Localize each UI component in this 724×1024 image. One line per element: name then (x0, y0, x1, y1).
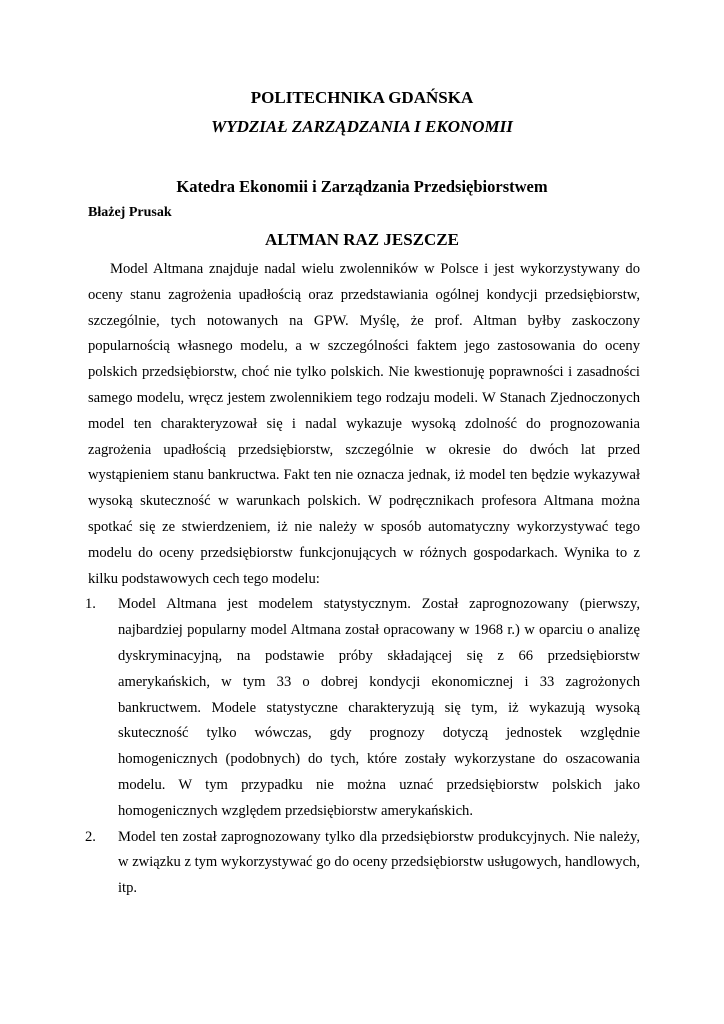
list-item-text: Model ten został zaprognozowany tylko dla przedsiębiorstw produkcyjnych. Nie należy, w związku z tym wykorzystywać go do oceny przedsiębiorstw usługowych, handlowych, itp. (118, 828, 641, 897)
author-name: Błażej Prusak (88, 205, 172, 220)
list-item-number: 2. (85, 828, 96, 845)
intro-paragraph: Model Altmana znajduje nadal wielu zwolenników w Polsce i jest wykorzystywany do oceny stanu zagrożenia upadłością oraz przedstawiania ogólnej kondycji przedsiębiorstw, szczególnie, tych notowanych na GPW. Myślę, że prof. Altman byłby zaskoczony popularnością własnego modelu, a w szczególności faktem jego zastosowania do oceny polskich przedsiębiorstw, choć nie tylko polskich. Nie kwestionuję poprawności i zasadności samego modelu, wręcz jestem zwolennikiem tego rodzaju modeli. W Stanach Zjednoczonych model ten charakteryzował się i nadal wykazuje wysoką zdolność do prognozowania zagrożenia upadłością przedsiębiorstw, szczególnie w okresie do dwóch lat przed wystąpieniem stanu bankructwa. Fakt ten nie oznacza jednak, iż model ten będzie wykazywał wysoką skuteczność w warunkach polskich. W podręcznikach profesora Altmana można spotkać się ze stwierdzeniem, iż nie należy w sposób automatyczny wykorzystywać tego modelu do oceny przedsiębiorstw funkcjonujących w różnych gospodarkach. Wynika to z kilku podstawowych cech tego modelu: (88, 261, 640, 587)
list-item-number: 1. (85, 596, 96, 613)
university-name: POLITECHNIKA GDAŃSKA (250, 88, 474, 107)
article-title: ALTMAN RAZ JESZCZE (265, 230, 459, 249)
faculty-name: WYDZIAŁ ZARZĄDZANIA I EKONOMII (211, 117, 513, 136)
article-body (85, 257, 641, 902)
list-item (85, 592, 640, 824)
list-item (85, 825, 641, 902)
department-name: Katedra Ekonomii i Zarządzania Przedsiębiorstwem (176, 177, 548, 196)
points-list (85, 592, 641, 902)
list-item-text: Model Altmana jest modelem statystycznym. Został zaprognozowany (pierwszy, najbardziej popularny model Altmana został opracowany w 1968 r.) w oparciu o analizę dyskryminacyjną, na podstawie próby składającej się z 66 przedsiębiorstw amerykańskich, w tym 33 o dobrej kondycji ekonomicznej i 33 zagrożonych bankructwem. Modele statystyczne charakteryzują się tym, iż wykazują wysoką skuteczność tylko wówczas, gdy prognozy dotyczą jednostek względnie homogenicznych (podobnych) do tych, które zostały wykorzystane do oszacowania modelu. W tym przypadku nie można uznać przedsiębiorstw polskich jako homogenicznych względem przedsiębiorstw amerykańskich. (118, 596, 640, 819)
